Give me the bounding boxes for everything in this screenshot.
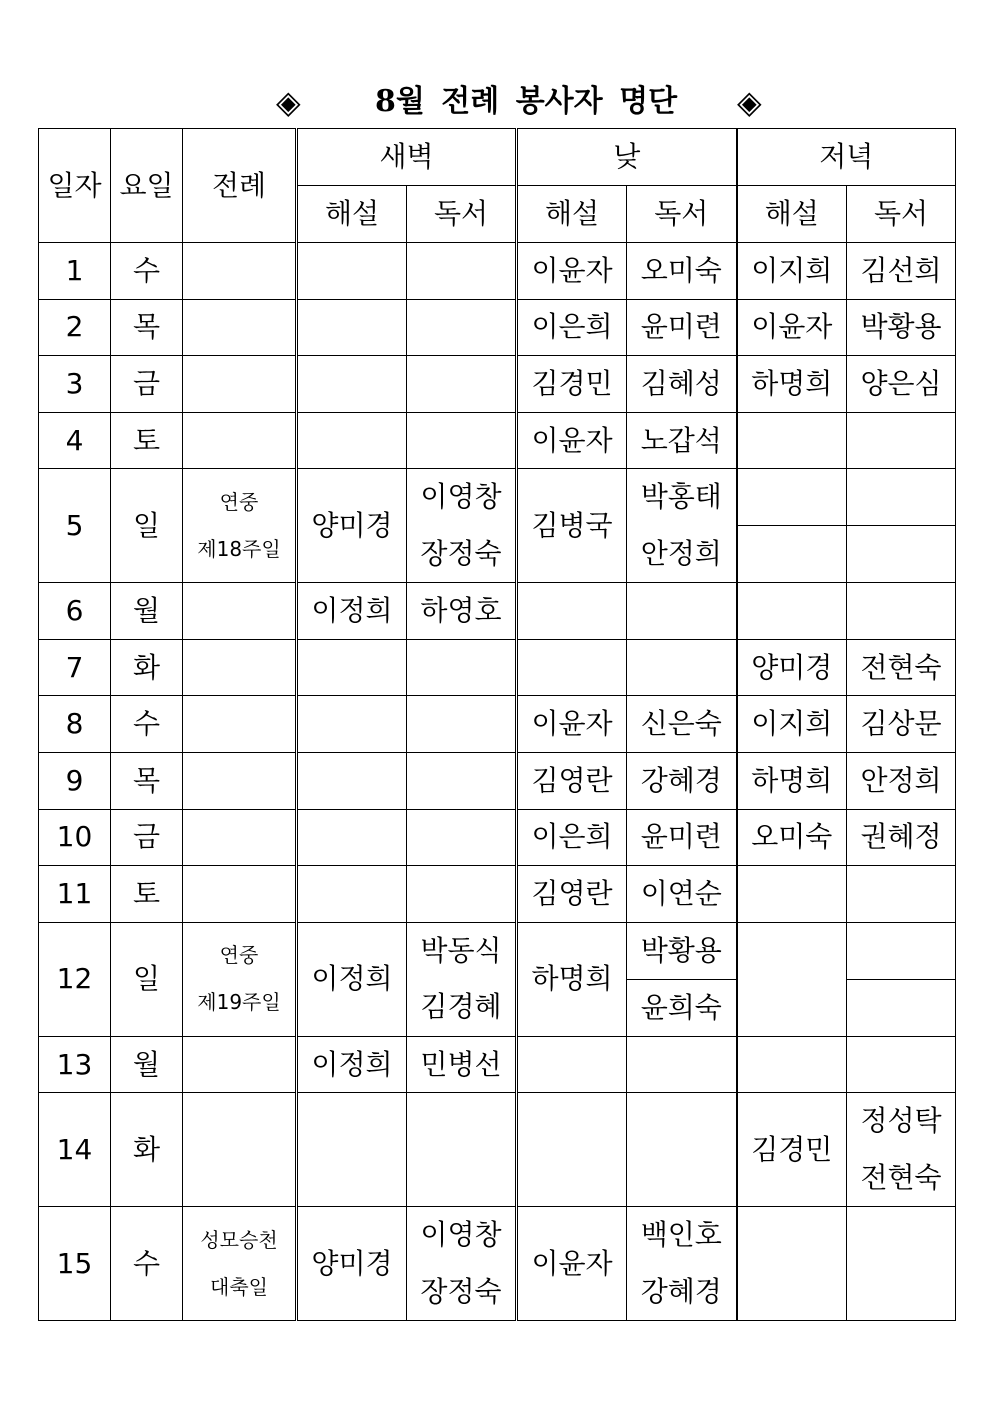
liturgy-line: 대축일 — [210, 1274, 268, 1299]
noon-reading-cell: 윤미련 — [627, 299, 737, 356]
evening-commentary-cell — [737, 922, 847, 1036]
reader-name: 정성탁 — [860, 1104, 942, 1138]
dawn-commentary-cell — [297, 412, 407, 469]
evening-reading-cell — [847, 1207, 956, 1321]
evening-commentary-cell: 이지희 — [737, 696, 847, 753]
day-cell: 5 — [39, 469, 111, 583]
table-row — [39, 583, 956, 640]
table-row — [39, 696, 956, 753]
evening-reading-cell: 김선희 — [847, 243, 956, 300]
table-row — [39, 356, 956, 413]
table-row — [39, 1093, 956, 1207]
header-noon-reading: 독서 — [627, 186, 737, 243]
header-evening: 저녁 — [737, 129, 956, 186]
reader-name: 김경혜 — [420, 990, 502, 1024]
evening-reading-cell — [847, 866, 956, 923]
day-cell: 8 — [39, 696, 111, 753]
day-cell: 3 — [39, 356, 111, 413]
day-cell: 9 — [39, 753, 111, 810]
header-weekday: 요일 — [111, 129, 183, 243]
day-cell: 4 — [39, 412, 111, 469]
evening-reading-cell — [847, 412, 956, 469]
liturgy-cell — [183, 1093, 297, 1207]
dawn-commentary-cell — [297, 753, 407, 810]
reader-name: 전현숙 — [860, 1160, 942, 1194]
noon-reading-cell — [627, 1207, 737, 1321]
dawn-reading-cell — [407, 1093, 517, 1207]
evening-commentary-cell — [737, 469, 847, 526]
noon-reading-cell: 윤미련 — [627, 809, 737, 866]
noon-reading-cell — [627, 583, 737, 640]
table-row — [39, 412, 956, 469]
noon-reading-cell: 윤희숙 — [627, 979, 737, 1036]
table-row — [39, 639, 956, 696]
liturgy-cell — [183, 299, 297, 356]
day-cell: 15 — [39, 1207, 111, 1321]
noon-commentary-cell: 이윤자 — [517, 412, 627, 469]
table-row — [39, 1036, 956, 1093]
liturgy-cell — [183, 1036, 297, 1093]
evening-reading-cell — [847, 1036, 956, 1093]
table-row — [39, 922, 956, 979]
dawn-commentary-cell — [297, 356, 407, 413]
dawn-commentary-cell: 이정희 — [297, 583, 407, 640]
weekday-cell: 월 — [111, 1036, 183, 1093]
liturgy-cell — [183, 866, 297, 923]
weekday-cell: 수 — [111, 696, 183, 753]
liturgy-line: 제19주일 — [197, 990, 281, 1015]
weekday-cell: 일 — [111, 469, 183, 583]
liturgy-cell — [183, 243, 297, 300]
weekday-cell: 금 — [111, 809, 183, 866]
weekday-cell: 목 — [111, 753, 183, 810]
dawn-reading-cell — [407, 809, 517, 866]
liturgy-cell — [183, 753, 297, 810]
evening-commentary-cell — [737, 1036, 847, 1093]
reader-name: 강혜경 — [640, 1274, 722, 1308]
noon-reading-cell — [627, 639, 737, 696]
liturgy-cell — [183, 1207, 297, 1321]
dawn-reading-cell — [407, 1207, 517, 1321]
dawn-reading-cell — [407, 866, 517, 923]
noon-commentary-cell: 김영란 — [517, 753, 627, 810]
day-cell: 2 — [39, 299, 111, 356]
evening-reading-cell: 권혜정 — [847, 809, 956, 866]
weekday-cell: 화 — [111, 1093, 183, 1207]
day-cell: 14 — [39, 1093, 111, 1207]
noon-reading-cell: 이연순 — [627, 866, 737, 923]
table-row — [39, 1207, 956, 1321]
dawn-commentary-cell — [297, 696, 407, 753]
day-cell: 10 — [39, 809, 111, 866]
table-row — [39, 299, 956, 356]
noon-commentary-cell: 이은희 — [517, 299, 627, 356]
volunteer-roster-table — [38, 128, 956, 1321]
evening-commentary-cell: 김경민 — [737, 1093, 847, 1207]
diamond-icon: ◈ — [276, 83, 301, 121]
evening-commentary-cell: 오미숙 — [737, 809, 847, 866]
page-title: 8월 전례 봉사자 명단 — [375, 84, 678, 119]
header-dawn: 새벽 — [297, 129, 517, 186]
evening-commentary-cell: 하명희 — [737, 356, 847, 413]
reader-name: 장정숙 — [420, 536, 502, 570]
dawn-reading-cell — [407, 696, 517, 753]
liturgy-cell — [183, 696, 297, 753]
table-row — [39, 753, 956, 810]
reader-name: 안정희 — [640, 536, 722, 570]
evening-reading-cell — [847, 1093, 956, 1207]
weekday-cell: 화 — [111, 639, 183, 696]
reader-name: 장정숙 — [420, 1274, 502, 1308]
liturgy-cell — [183, 639, 297, 696]
noon-commentary-cell: 이윤자 — [517, 1207, 627, 1321]
noon-commentary-cell: 김경민 — [517, 356, 627, 413]
header-row-groups — [39, 129, 956, 186]
header-day: 일자 — [39, 129, 111, 243]
evening-reading-cell: 전현숙 — [847, 639, 956, 696]
noon-reading-cell: 김혜성 — [627, 356, 737, 413]
noon-commentary-cell — [517, 639, 627, 696]
evening-reading-cell — [847, 979, 956, 1036]
table-row — [39, 469, 956, 526]
reader-name: 박동식 — [420, 933, 502, 967]
dawn-reading-cell: 민병선 — [407, 1036, 517, 1093]
liturgy-line: 연중 — [219, 489, 259, 514]
dawn-commentary-cell — [297, 243, 407, 300]
header-liturgy: 전례 — [183, 129, 297, 243]
weekday-cell: 토 — [111, 412, 183, 469]
header-noon-commentary: 해설 — [517, 186, 627, 243]
reader-name: 이영창 — [420, 480, 502, 514]
weekday-cell: 목 — [111, 299, 183, 356]
evening-reading-cell: 안정희 — [847, 753, 956, 810]
header-dawn-reading: 독서 — [407, 186, 517, 243]
noon-commentary-cell: 김영란 — [517, 866, 627, 923]
noon-reading-cell: 노갑석 — [627, 412, 737, 469]
evening-commentary-cell: 하명희 — [737, 753, 847, 810]
noon-commentary-cell: 이윤자 — [517, 696, 627, 753]
noon-commentary-cell: 이윤자 — [517, 243, 627, 300]
day-cell: 12 — [39, 922, 111, 1036]
liturgy-cell — [183, 469, 297, 583]
liturgy-line: 연중 — [219, 943, 259, 968]
day-cell: 13 — [39, 1036, 111, 1093]
weekday-cell: 금 — [111, 356, 183, 413]
weekday-cell: 월 — [111, 583, 183, 640]
header-evening-commentary: 해설 — [737, 186, 847, 243]
evening-reading-cell: 양은심 — [847, 356, 956, 413]
liturgy-line: 성모승천 — [200, 1227, 278, 1252]
noon-commentary-cell: 하명희 — [517, 922, 627, 1036]
dawn-commentary-cell: 이정희 — [297, 1036, 407, 1093]
evening-reading-cell: 김상문 — [847, 696, 956, 753]
header-dawn-commentary: 해설 — [297, 186, 407, 243]
table-row — [39, 243, 956, 300]
day-cell: 11 — [39, 866, 111, 923]
reader-name: 이영창 — [420, 1218, 502, 1252]
header-noon: 낮 — [517, 129, 737, 186]
noon-reading-cell: 박황용 — [627, 922, 737, 979]
day-cell: 1 — [39, 243, 111, 300]
liturgy-cell — [183, 922, 297, 1036]
dawn-reading-cell — [407, 356, 517, 413]
day-cell: 6 — [39, 583, 111, 640]
dawn-commentary-cell — [297, 299, 407, 356]
evening-reading-cell: 박황용 — [847, 299, 956, 356]
liturgy-cell — [183, 583, 297, 640]
noon-commentary-cell — [517, 1093, 627, 1207]
evening-commentary-cell — [737, 412, 847, 469]
dawn-commentary-cell: 양미경 — [297, 469, 407, 583]
diamond-icon: ◈ — [737, 83, 762, 121]
liturgy-cell — [183, 412, 297, 469]
evening-reading-cell — [847, 922, 956, 979]
evening-commentary-cell — [737, 1207, 847, 1321]
table-row — [39, 866, 956, 923]
evening-commentary-cell — [737, 526, 847, 583]
evening-commentary-cell: 이윤자 — [737, 299, 847, 356]
dawn-reading-cell — [407, 753, 517, 810]
dawn-reading-cell: 하영호 — [407, 583, 517, 640]
liturgy-cell — [183, 356, 297, 413]
weekday-cell: 일 — [111, 922, 183, 1036]
noon-reading-cell: 신은숙 — [627, 696, 737, 753]
dawn-reading-cell — [407, 412, 517, 469]
weekday-cell: 수 — [111, 1207, 183, 1321]
dawn-commentary-cell — [297, 866, 407, 923]
evening-reading-cell — [847, 469, 956, 526]
dawn-commentary-cell: 이정희 — [297, 922, 407, 1036]
dawn-reading-cell — [407, 243, 517, 300]
noon-reading-cell — [627, 1036, 737, 1093]
noon-reading-cell: 강혜경 — [627, 753, 737, 810]
dawn-commentary-cell: 양미경 — [297, 1207, 407, 1321]
evening-reading-cell — [847, 526, 956, 583]
dawn-reading-cell — [407, 922, 517, 1036]
reader-name: 백인호 — [640, 1218, 722, 1252]
noon-commentary-cell — [517, 583, 627, 640]
dawn-commentary-cell — [297, 1093, 407, 1207]
table-row — [39, 809, 956, 866]
reader-name: 박홍태 — [640, 480, 722, 514]
noon-commentary-cell — [517, 1036, 627, 1093]
dawn-commentary-cell — [297, 639, 407, 696]
noon-reading-cell — [627, 469, 737, 583]
dawn-reading-cell — [407, 469, 517, 583]
header-evening-reading: 독서 — [847, 186, 956, 243]
noon-reading-cell — [627, 1093, 737, 1207]
noon-commentary-cell: 이은희 — [517, 809, 627, 866]
evening-commentary-cell — [737, 866, 847, 923]
evening-commentary-cell: 양미경 — [737, 639, 847, 696]
weekday-cell: 토 — [111, 866, 183, 923]
dawn-reading-cell — [407, 299, 517, 356]
dawn-commentary-cell — [297, 809, 407, 866]
evening-reading-cell — [847, 583, 956, 640]
evening-commentary-cell — [737, 583, 847, 640]
liturgy-cell — [183, 809, 297, 866]
evening-commentary-cell: 이지희 — [737, 243, 847, 300]
day-cell: 7 — [39, 639, 111, 696]
liturgy-line: 제18주일 — [197, 536, 281, 561]
noon-reading-cell: 오미숙 — [627, 243, 737, 300]
noon-commentary-cell: 김병국 — [517, 469, 627, 583]
weekday-cell: 수 — [111, 243, 183, 300]
dawn-reading-cell — [407, 639, 517, 696]
